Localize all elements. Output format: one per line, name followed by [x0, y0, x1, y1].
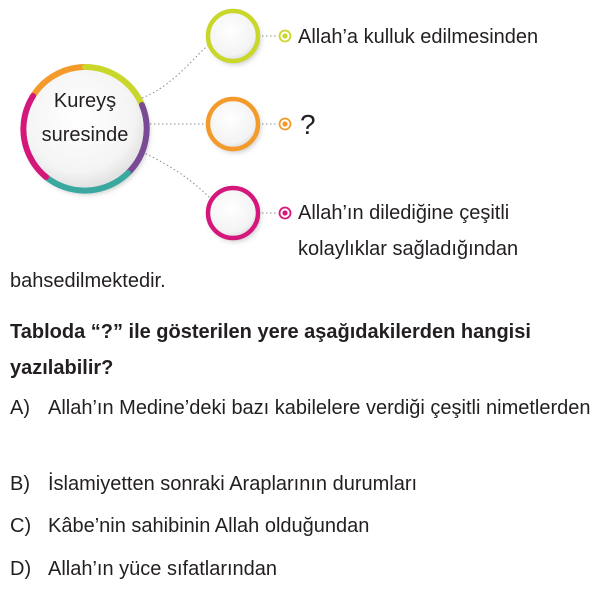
- option-d-text: Allah’ın yüce sıfatlarından: [48, 558, 278, 580]
- branch-label-3-line-1: Allah’ın dilediğine çeşitli: [298, 202, 510, 224]
- branch-circle-1: [208, 11, 258, 61]
- option-c[interactable]: [10, 510, 605, 542]
- center-circle-text: [20, 84, 150, 152]
- option-a-letter: A): [10, 397, 30, 419]
- option-d[interactable]: [10, 553, 605, 585]
- option-c-letter: C): [10, 515, 32, 537]
- center-label-line-1: Kureyş: [53, 90, 117, 112]
- connector-to-branch-3: [142, 152, 210, 198]
- stem-continuation: bahsedilmektedir.: [10, 270, 166, 292]
- option-a-text: Allah’ın Medine’deki bazı kabilelere verdiği çeşitli nimetlerden: [48, 397, 591, 419]
- option-b-letter: B): [10, 473, 30, 495]
- option-b-text: İslamiyetten sonraki Araplarının durumları: [48, 473, 418, 495]
- option-c-text: Kâbe’nin sahibinin Allah olduğundan: [48, 515, 370, 537]
- branch-label-3-line-2: kolaylıklar sağladığından: [298, 238, 519, 260]
- branch-label-2-question-mark: ?: [300, 109, 316, 140]
- branch-circle-3: [208, 188, 258, 238]
- bullet-dot-2: [280, 119, 291, 130]
- branch-label-1: Allah’a kulluk edilmesinden: [298, 26, 539, 48]
- branch-circle-2: [208, 99, 258, 149]
- option-b[interactable]: [10, 468, 605, 500]
- option-d-letter: D): [10, 558, 32, 580]
- connector-to-branch-1: [142, 42, 212, 98]
- question-text: Tabloda “?” ile gösterilen yere aşağıdakilerden hangisi yazılabilir?: [10, 321, 531, 379]
- option-a[interactable]: [10, 392, 605, 424]
- bullet-dot-1: [280, 31, 291, 42]
- center-label-line-2: suresinde: [41, 124, 129, 146]
- bullet-dot-3: [280, 208, 291, 219]
